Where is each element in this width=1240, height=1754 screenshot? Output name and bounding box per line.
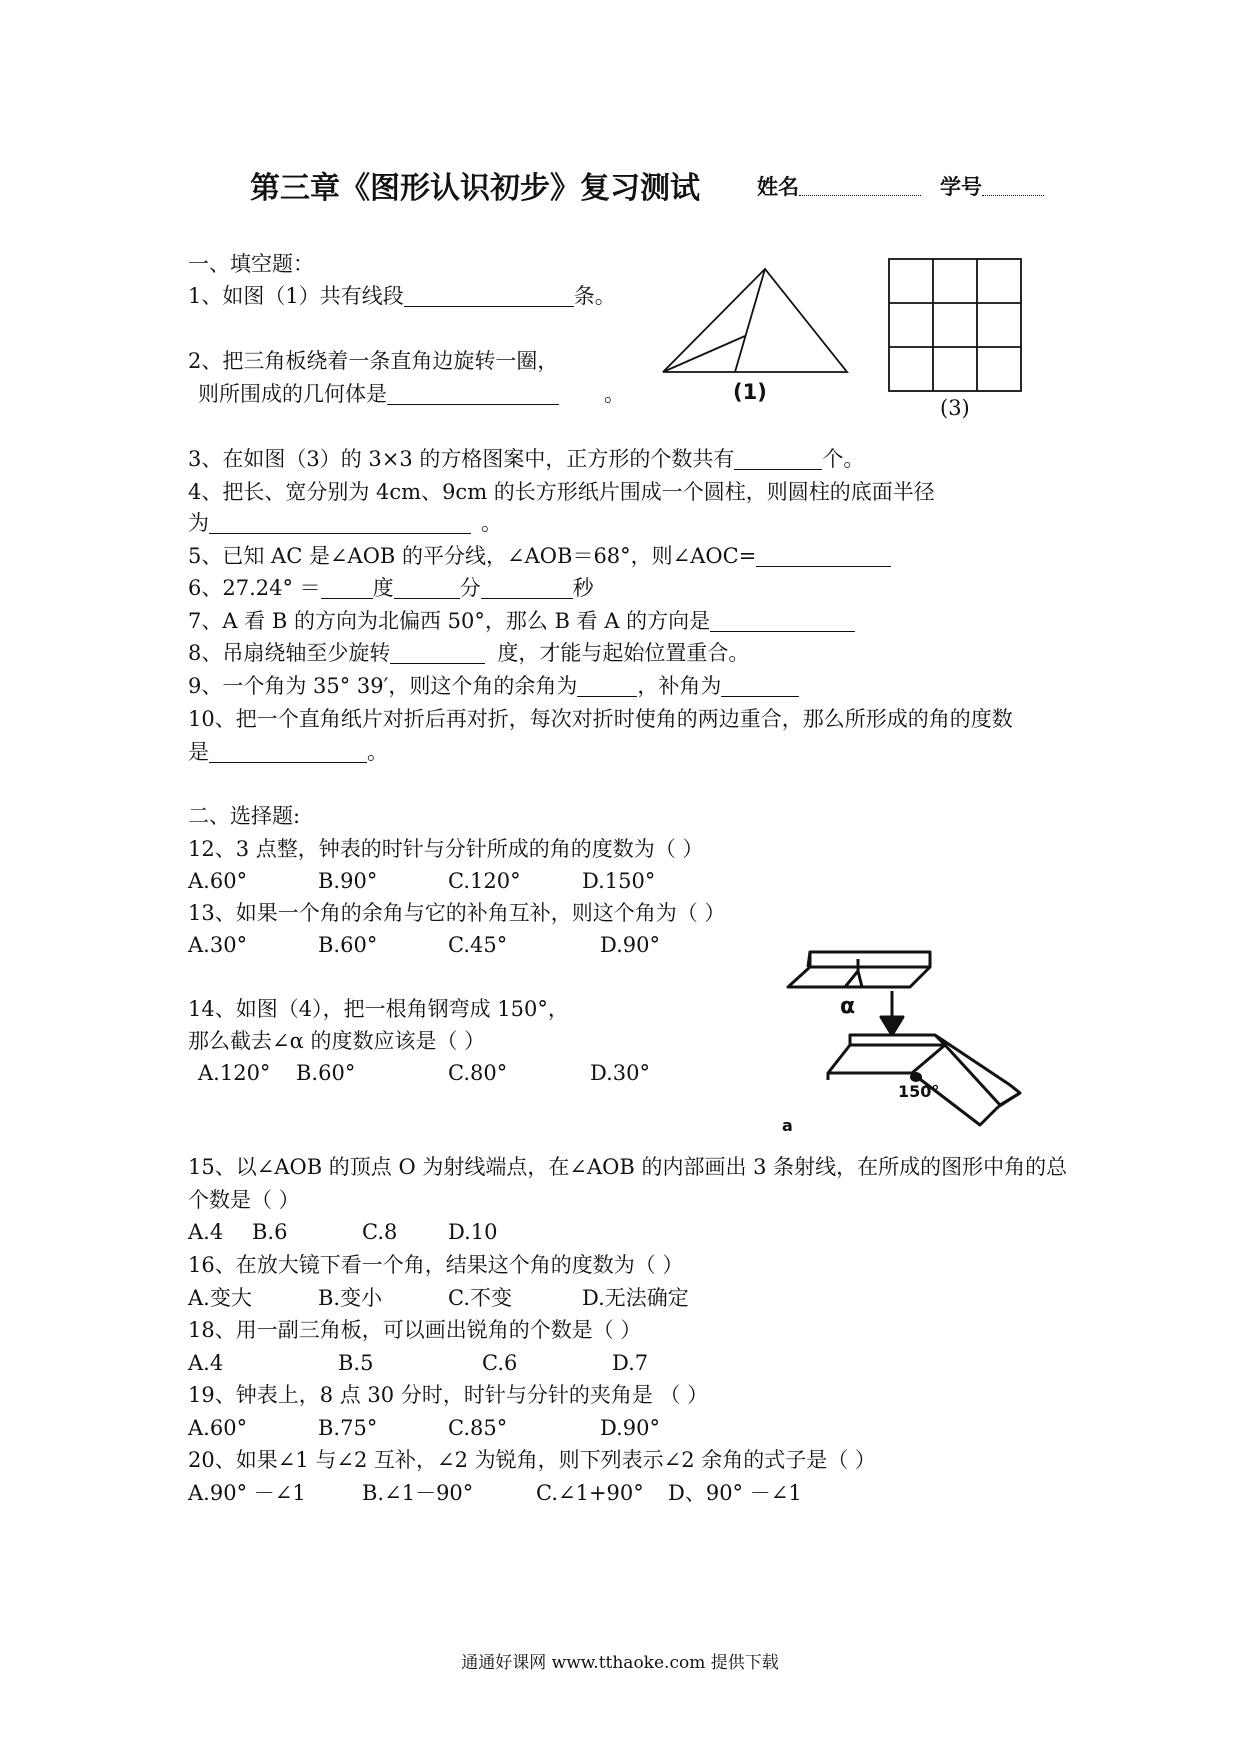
triangle-outline	[663, 269, 847, 372]
q13-option-d[interactable]: D.90°	[600, 933, 660, 957]
q16-option-b[interactable]: B.变小	[318, 1286, 383, 1310]
question-3-suffix: 个。	[822, 447, 865, 471]
q12-option-c[interactable]: C.120°	[448, 869, 521, 893]
q15-option-c[interactable]: C.8	[362, 1220, 398, 1244]
q15-option-a[interactable]: A.4	[188, 1220, 224, 1244]
id-field[interactable]	[940, 171, 1044, 201]
answer-blank-5[interactable]	[756, 544, 891, 567]
answer-blank-10[interactable]	[209, 740, 367, 763]
question-9-mid: ，补角为	[637, 674, 722, 698]
answer-blank-8[interactable]	[390, 641, 485, 664]
id-label: 学号	[940, 175, 982, 199]
figure-4-angle-steel	[780, 945, 1060, 1140]
figure-1-triangle	[655, 265, 855, 380]
q13-option-a[interactable]: A.30°	[188, 933, 248, 957]
q14-option-d[interactable]: D.30°	[590, 1061, 650, 1085]
answer-blank-3[interactable]	[734, 447, 822, 470]
q16-option-c[interactable]: C.不变	[448, 1286, 512, 1310]
question-7	[188, 606, 855, 636]
question-2-line1: 2、把三角板绕着一条直角边旋转一圈，	[188, 349, 559, 373]
question-4-line1: 4、把长、宽分别为 4cm、9cm 的长方形纸片围成一个圆柱，则圆柱的底面半径	[188, 480, 935, 504]
q14-option-a[interactable]: A.120°	[198, 1061, 271, 1085]
section2-heading: 二、选择题:	[188, 804, 301, 828]
answer-blank-9-complement[interactable]	[577, 674, 637, 697]
answer-blank-1[interactable]	[404, 284, 574, 307]
q13-option-b[interactable]: B.60°	[318, 933, 378, 957]
page-title: 第三章《图形认识初步》复习测试	[250, 171, 700, 206]
q18-option-b[interactable]: B.5	[338, 1351, 374, 1375]
question-3-text: 3、在如图（3）的 3×3 的方格图案中，正方形的个数共有	[188, 447, 735, 471]
question-10-suffix: 。	[367, 740, 388, 764]
question-7-text: 7、A 看 B 的方向为北偏西 50°，那么 B 看 A 的方向是	[188, 609, 711, 633]
segment-left-inner	[663, 336, 745, 372]
answer-blank-9-supplement[interactable]	[721, 674, 799, 697]
figure-4-corner-mark: a	[782, 1116, 793, 1135]
answer-blank-4[interactable]	[209, 511, 471, 534]
section1-heading: 一、填空题：	[188, 252, 314, 276]
q20-option-a[interactable]: A.90° －∠1	[188, 1481, 306, 1505]
answer-blank-2[interactable]	[387, 382, 559, 405]
question-2-line2	[198, 379, 625, 409]
alpha-label: α	[840, 994, 856, 1019]
q15-option-b[interactable]: B.6	[252, 1220, 288, 1244]
question-19: 19、钟表上，8 点 30 分时，时针与分针的夹角是 （ ）	[188, 1383, 709, 1407]
question-14-line1: 14、如图（4），把一根角钢弯成 150°，	[188, 997, 569, 1021]
q13-option-c[interactable]: C.45°	[448, 933, 508, 957]
q14-option-c[interactable]: C.80°	[448, 1061, 508, 1085]
figure-3-grid	[888, 258, 1022, 392]
name-field[interactable]	[757, 171, 921, 201]
q19-option-a[interactable]: A.60°	[188, 1416, 248, 1440]
figure-3-caption: (3)	[940, 396, 970, 420]
question-8	[188, 638, 749, 668]
question-8-text: 8、吊扇绕轴至少旋转	[188, 641, 391, 665]
question-6	[188, 573, 594, 603]
question-4-prefix: 为	[188, 511, 209, 535]
question-16: 16、在放大镜下看一个角，结果这个角的度数为（ ）	[188, 1253, 684, 1277]
second-label: 秒	[572, 576, 594, 600]
answer-blank-6-second[interactable]	[481, 576, 573, 599]
question-13: 13、如果一个角的余角与它的补角互补，则这个角为（ ）	[188, 901, 726, 925]
q12-option-a[interactable]: A.60°	[188, 869, 248, 893]
question-15-line2: 个数是（ ）	[188, 1188, 300, 1212]
question-10-line2	[188, 737, 388, 767]
q12-option-b[interactable]: B.90°	[318, 869, 378, 893]
question-10-line1: 10、把一个直角纸片对折后再对折，每次对折时使角的两边重合，那么所形成的角的度数	[188, 707, 1013, 731]
q19-option-c[interactable]: C.85°	[448, 1416, 508, 1440]
q12-option-d[interactable]: D.150°	[582, 869, 656, 893]
q14-option-b[interactable]: B.60°	[296, 1061, 356, 1085]
q20-option-b[interactable]: B.∠1－90°	[362, 1481, 474, 1505]
question-2-suffix: 。	[604, 382, 625, 406]
question-14-line2: 那么截去∠α 的度数应该是（ ）	[188, 1029, 486, 1053]
question-3	[188, 444, 864, 474]
degree-label: 度	[372, 576, 394, 600]
q19-option-d[interactable]: D.90°	[600, 1416, 660, 1440]
answer-blank-6-minute[interactable]	[394, 576, 460, 599]
answer-blank-7[interactable]	[710, 609, 855, 632]
question-1-suffix: 条。	[573, 284, 616, 308]
q18-option-a[interactable]: A.4	[188, 1351, 224, 1375]
question-2-text: 则所围成的几何体是	[198, 382, 387, 406]
question-9-text: 9、一个角为 35° 39′，则这个角的余角为	[188, 674, 578, 698]
q19-option-b[interactable]: B.75°	[318, 1416, 378, 1440]
q18-option-d[interactable]: D.7	[612, 1351, 649, 1375]
answer-blank-6-degree[interactable]	[321, 576, 373, 599]
name-blank[interactable]	[799, 173, 921, 196]
question-5	[188, 541, 891, 571]
question-1-text: 1、如图（1）共有线段	[188, 284, 404, 308]
q20-option-d[interactable]: D、90° －∠1	[668, 1481, 802, 1505]
q16-option-d[interactable]: D.无法确定	[582, 1286, 689, 1310]
question-4-suffix: 。	[481, 511, 502, 535]
question-15-line1: 15、以∠AOB 的顶点 O 为射线端点，在∠AOB 的内部画出 3 条射线，在所成的图形中角的总	[188, 1155, 1068, 1179]
question-18: 18、用一副三角板，可以画出锐角的个数是（ ）	[188, 1318, 642, 1342]
question-1	[188, 281, 616, 311]
footer-credit: 通通好课网 www.tthaoke.com 提供下载	[461, 1653, 779, 1673]
question-5-text: 5、已知 AC 是∠AOB 的平分线，∠AOB＝68°，则∠AOC=	[188, 544, 757, 568]
question-6-text: 6、27.24° ＝	[188, 576, 321, 600]
question-12: 12、3 点整，钟表的时针与分针所成的角的度数为（ ）	[188, 837, 704, 861]
id-blank[interactable]	[982, 173, 1044, 196]
question-20: 20、如果∠1 与∠2 互补，∠2 为锐角，则下列表示∠2 余角的式子是（ ）	[188, 1448, 876, 1472]
q15-option-d[interactable]: D.10	[448, 1220, 498, 1244]
question-4-line2	[188, 508, 502, 538]
angle-150-label: 150°	[898, 1082, 940, 1101]
name-label: 姓名	[757, 175, 799, 199]
question-9	[188, 671, 799, 701]
q16-option-a[interactable]: A.变大	[188, 1286, 252, 1310]
question-8-suffix: 度，才能与起始位置重合。	[497, 641, 750, 665]
minute-label: 分	[459, 576, 481, 600]
question-10-prefix: 是	[188, 740, 209, 764]
figure-1-caption: (1)	[733, 380, 767, 404]
q20-option-c[interactable]: C.∠1+90°	[536, 1481, 644, 1505]
q18-option-c[interactable]: C.6	[482, 1351, 518, 1375]
